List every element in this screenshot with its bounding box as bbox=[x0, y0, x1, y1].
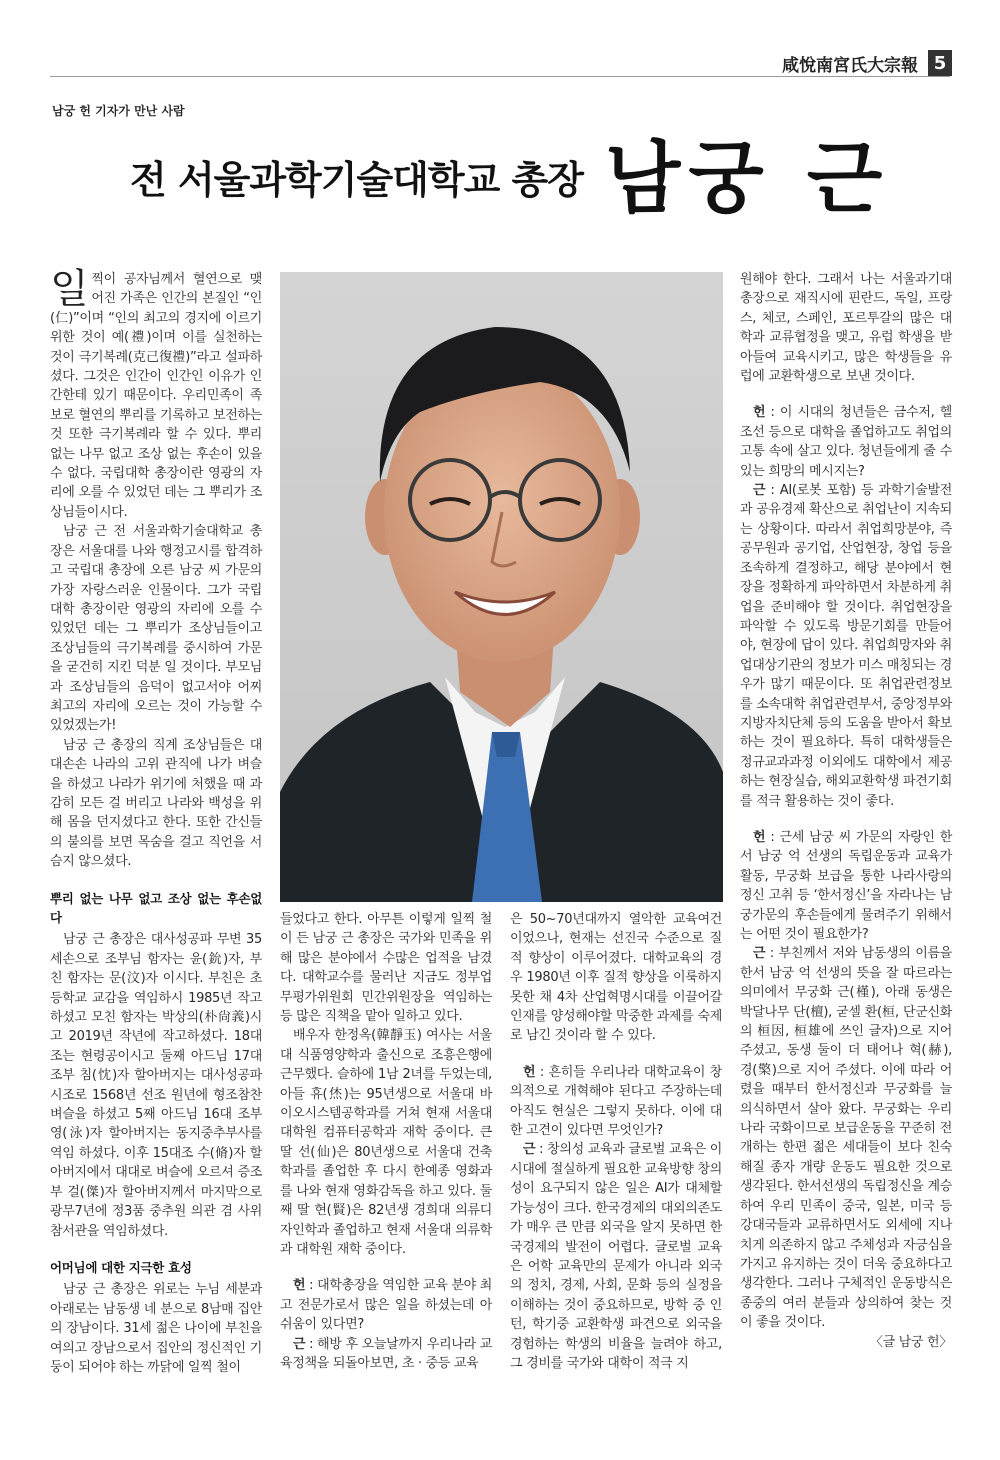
headline bbox=[130, 133, 891, 224]
interviewer-label: 헌 bbox=[753, 405, 766, 421]
interviewer-label: 헌 bbox=[293, 1278, 306, 1294]
paragraph: 들었다고 한다. 아무튼 이렇게 일찍 철이 든 남궁 근 총장은 국가와 민족을 위해 많은 분야에서 수많은 업적을 남겼다. 대학교수를 물러난 지금도 정부업무평가위원회 민간위원장을 역임하는 등 많은 직책을 맡아 일하고 있다. bbox=[280, 912, 492, 1025]
interview-question: 헌 : 근세 남궁 씨 가문의 자랑인 한서 남궁 억 선생의 독립운동과 교육가 활동, 무궁화 보급을 통한 나라사랑의 정신 고취 등 ‘한서정신’을 자라나는 남궁가문의 후손들에게 물려주기 위해서는 어떤 것이 필요한가? bbox=[740, 829, 952, 942]
article-column-1 bbox=[50, 266, 262, 1377]
interviewee-label: 근 bbox=[753, 483, 766, 499]
interviewer-label: 헌 bbox=[753, 829, 766, 845]
section-heading: 어머님에 대한 지극한 효성 bbox=[50, 1259, 192, 1275]
paragraph: 은 50~70년대까지 열악한 교육여건이었으나, 현재는 선진국 수준으로 질적 향상이 이루어졌다. 대학교육의 경우 1980년 이후 질적 향상을 이룩하지 못한 채 4차 산업혁명시대를 이끌어갈 인재를 양성해야할 막중한 과제를 숙제로 남긴 것이라 할 수 있다. bbox=[510, 912, 722, 1044]
interview-question: 헌 : 흔히들 우리나라 대학교육이 창의적으로 개혁해야 된다고 주장하는데 아직도 현실은 그렇지 못하다. 이에 대한 고견이 있다면 무엇인가? bbox=[510, 1064, 722, 1139]
interview-answer: 근 : 해방 후 오늘날까지 우리나라 교육정책을 되돌아보면, 초 · 중등 교육 bbox=[280, 1336, 492, 1371]
interviewee-label: 근 bbox=[753, 946, 766, 962]
interview-question: 헌 : 대학총장을 역임한 교육 분야 최고 전문가로서 많은 일을 하셨는데 아쉬움이 있다면? bbox=[280, 1278, 492, 1333]
section-kicker: 남궁 헌 기자가 만난 사람 bbox=[52, 104, 185, 118]
article-column-4 bbox=[740, 270, 952, 1352]
paragraph: 남궁 근 총장은 위로는 누님 세분과 아래로는 남동생 네 분으로 8남매 집안의 장남이다. 31세 젊은 나이에 부친을 여의고 장남으로서 집안의 정신적인 기둥이 되어야 하는 까닭에 일찍 철이 bbox=[50, 1282, 262, 1375]
paragraph: 배우자 한정옥(韓靜玉) 여사는 서울대 식품영양학과 출신으로 조흥은행에 근무했다. 슬하에 1남 2녀를 두었는데, 아들 휴(烋)는 95년생으로 서울대 바이오시스템공학과를 거쳐 현재 서울대 대학원 컴퓨터공학과 재학 중이다. 큰 딸 선(仙)은 80년생으로 서울대 건축학과를 졸업한 후 다시 한예종 영화과를 나와 현재 영화감독을 하고 있다. 둘째 딸 현(賢)은 82년생 경희대 의류디자인학과 졸업하고 현재 서울대 의류학과 대학원 재학 중이다. bbox=[280, 1028, 492, 1257]
page-number: 5 bbox=[928, 50, 952, 76]
section-heading: 뿌리 없는 나무 없고 조상 없는 후손없다 bbox=[50, 890, 262, 925]
portrait-photo bbox=[280, 272, 723, 902]
interview-answer: 근 : 부친께서 저와 남동생의 이름을 한서 남궁 억 선생의 뜻을 잘 따르라는 의미에서 무궁화 근(槿), 아래 동생은 박달나무 단(檀), 굳셀 환(桓, 단군신화의 桓因, 桓雄에 쓰인 글자)으로 지어 주셨고, 동생 둘이 더 태어나 혁(赫), 경(檠)으로 지어 주셨다. 이에 따라 어렸을 때부터 한서정신과 무궁화를 늘 의식하면서 살아 왔다. 무궁화는 우리나라 국화이므로 보급운동을 꾸준히 전개하는 한편 젊은 세대들이 보다 친숙해질 종자 개량 운동도 필요한 것으로 생각된다. 한서선생의 독립정신을 계승하여 우리 민족이 중국, 일본, 미국 등 강대국들과 교류하면서도 외세에 지나치게 의존하지 않고 주체성과 자긍심을 가지고 유지하는 것이 더욱 중요하다고 생각한다. 그러나 구체적인 운동방식은 종중의 여러 분들과 상의하여 찾는 것이 좋을 것이다. bbox=[740, 946, 952, 1331]
article-column-3 bbox=[510, 910, 722, 1373]
drop-cap: 일 bbox=[50, 266, 89, 312]
interview-answer: 근 : AI(로봇 포함) 등 과학기술발전과 공유경제 확산으로 취업난이 지속되는 상황이다. 따라서 취업희망분야, 즉 공무원과 공기업, 산업현장, 창업 등을 조속하게 결정하고, 해당 분야에서 현장을 정확하게 파악하면서 차분하게 취업을 준비해야 할 것이다. 취업현장을 파악할 수 있도록 방문기회를 만들어야, 현장에 답이 있다. 취업희망자와 취업대상기관의 정보가 미스 매칭되는 경우가 많기 때문이다. 또 취업관련정보를 소속대학 취업관련부서, 중앙정부와 지방자치단체 등의 도움을 받아서 확보하는 것이 필요하다. 특히 대학생들은 정규교과과정 이외에도 대학에서 제공하는 현장실습, 해외교환학생 파견기회를 적극 활용하는 것이 좋다. bbox=[740, 483, 952, 809]
paper-name: 咸悅南宮氏大宗報 bbox=[782, 55, 918, 76]
interview-question: 헌 : 이 시대의 청년들은 금수저, 헬조선 등으로 대학을 졸업하고도 취업의 고통 속에 살고 있다. 청년들에게 줄 수 있는 희망의 메시지는? bbox=[740, 405, 952, 479]
interviewee-label: 근 bbox=[523, 1142, 536, 1158]
interviewee-label: 근 bbox=[293, 1336, 306, 1352]
masthead bbox=[782, 50, 952, 76]
headline-name: 남궁 근 bbox=[604, 133, 891, 224]
interviewer-label: 헌 bbox=[523, 1064, 536, 1080]
interview-answer: 근 : 창의성 교육과 글로벌 교육은 이 시대에 절실하게 필요한 교육방향 창의성이 요구되지 않은 일은 AI가 대체할 가능성이 크다. 한국경제의 대외의존도가 매우 큰 만큼 외국을 알지 못하면 한국경제의 발전이 어렵다. 글로벌 교육은 어학 교육만의 문제가 아니라 외국의 정치, 경제, 사회, 문화 등의 실정을 이해하는 것이 중요하므로, 방학 중 인턴, 학기중 교환학생 파견으로 외국을 경험하는 학생의 비율을 늘려야 하고, 그 경비를 국가와 대학이 적극 지 bbox=[510, 1142, 722, 1371]
headline-subtitle: 전 서울과학기술대학교 총장 bbox=[130, 157, 583, 202]
byline: 〈글 남궁 헌〉 bbox=[869, 1334, 952, 1350]
portrait-illustration bbox=[280, 272, 723, 902]
paragraph: 남궁 근 전 서울과학기술대학교 총장은 서울대를 나와 행정고시를 합격하고 국립대 총장에 오른 남궁 씨 가문의 가장 자랑스러운 인물이다. 그가 국립대학 총장이란 영광의 자리에 오를 수 있었던 데는 그 뿌리가 조상님들이고 조상님들의 극기복례를 중시하여 가문을 굳건히 지킨 덕분 일 것이다. 부모님과 조상님들의 음덕이 없고서야 어찌 최고의 자리에 오르는 것이 가능할 수 있었겠는가! bbox=[50, 524, 262, 734]
lead-text: 찍이 공자님께서 혈연으로 맺어진 가족은 인간의 본질인 “인(仁)”이며 “인의 최고의 경지에 이르기 위한 것이 예(禮)이며 이를 실천하는 것이 극기복례(克己復禮)”라고 설파하셨다. 그것은 인간이 인간인 이유가 인간한테 있기 때문이다. 우리민족이 족보로 혈연의 뿌리를 기록하고 보전하는 것 또한 극기복례라 할 수 있다. 뿌리 없는 나무 없고 조상 없는 후손이 있을 수 없다. 국립대학 총장이란 영광의 자리에 오를 수 있었던 데는 그 뿌리가 조상님들이시다. bbox=[50, 272, 262, 520]
lead-paragraph bbox=[50, 266, 262, 522]
paragraph: 원해야 한다. 그래서 나는 서울과기대 총장으로 재직시에 핀란드, 독일, 프랑스, 체코, 스페인, 포르투갈의 많은 대학과 교류협정을 맺고, 유럽 학생을 받아들여 교육시키고, 많은 학생들을 유럽에 교환학생으로 보낸 것이다. bbox=[740, 272, 952, 385]
header-rule bbox=[50, 76, 950, 77]
paragraph: 남궁 근 총장은 대사성공파 무변 35세손으로 조부님 함자는 윤(鈗)자, 부친 함자는 문(汶)자 이시다. 부친은 초등학교 교감을 역임하시 1985년 작고하셨고 모친 함자는 박상의(朴尙義)시고 2019년 작년에 작고하셨다. 18대조는 현령공이시고 둘째 아드님 17대 조부 침(忱)자 할아버지는 대사성공파 시조로 1568년 선조 원년에 형조참찬 벼슬을 하셨고 5째 아드님 16대 조부 영(泳)자 할아버지는 동지중추부사를 역임 하셨다. 이후 15대조 수(脩)자 할아버지에서 대대로 벼슬에 오르셔 증조부 걸(傑)자 할아버지께서 마지막으로 광무7년에 정3품 중추원 의관 겸 사위 참서관을 역임하셨다. bbox=[50, 932, 262, 1239]
article-column-2 bbox=[280, 910, 492, 1373]
paragraph: 남궁 근 총장의 직계 조상님들은 대대손손 나라의 고위 관직에 나가 벼슬을 하셨고 나라가 위기에 처했을 때 과감히 모든 걸 버리고 나라와 백성을 위해 몸을 던지셨다고 한다. 또한 간신들의 불의를 보면 목숨을 걸고 직언을 서슴지 않으셨다. bbox=[50, 737, 262, 870]
